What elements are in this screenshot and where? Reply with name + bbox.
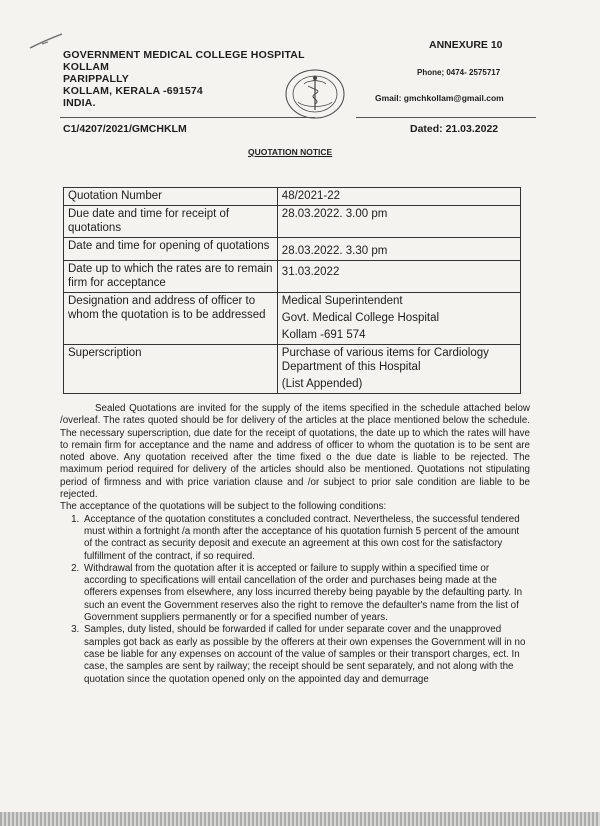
conditions-list [60, 514, 530, 686]
quotation-details-table [63, 187, 521, 394]
row-label: Quotation Number [64, 188, 278, 206]
conditions-intro: The acceptance of the quotations will be subject to the following conditions: [60, 501, 387, 513]
row-value: 28.03.2022. 3.00 pm [277, 206, 520, 238]
header-rule-left [60, 117, 315, 118]
intro-paragraph: Sealed Quotations are invited for the supply of the items specified in the schedule attached below /overleaf. The rates quoted should be for delivery of the articles at the place mentioned below the schedule. The necessary superscription, due date for the receipt of quotations, the date up to which the rates will have to remain firm for acceptance and the name and address of officer to whom the quotation is to be sent are noted above. Any quotation received after the time fixed o the due date is liable to be rejected. The maximum period required for delivery of the articles should also be mentioned. Quotations not stipulating period of firmness and with price variation clause and /or subject to prior sale condition are liable to be rejected. [60, 403, 530, 501]
table-row [64, 188, 521, 206]
list-item: 2. Withdrawal from the quotation after it is accepted or failure to supply within a specified time or according to specifications will entail cancellation of the order and purchases being made at the offerers expenses from elsewhere, any loss incurred thereby being payable by the defaulting party. In such an event the Government reserves also the right to remove the defaulter's name from the list of Government suppliers permanently or for a specified number of years. [82, 563, 530, 624]
notice-date: Dated: 21.03.2022 [410, 123, 499, 135]
org-line: INDIA. [63, 97, 96, 109]
hospital-address-block [63, 49, 305, 109]
row-label: Superscription [64, 345, 278, 394]
table-row [64, 261, 521, 293]
reference-number: C1/4207/2021/GMCHKLM [63, 123, 187, 135]
row-value: 28.03.2022. 3.30 pm [277, 238, 520, 261]
table-row [64, 345, 521, 377]
list-item: 3. Samples, duty listed, should be forwarded if called for under separate cover and the unapproved samples got back as early as possible by the offerers at their own expenses the Government will in no case be liable for any expenses on account of the value of samples or their transport charges, ect. In case, the samples are sent by railway; the receipt should be sent separately, and not along with the quotation since the quotation opened only on the appointed day and demurrage [82, 624, 530, 685]
pen-mark-icon [28, 30, 64, 52]
org-line: PARIPPALLY [63, 73, 129, 85]
row-value: (List Appended) [277, 376, 520, 394]
phone-number: Phone; 0474- 2575717 [417, 68, 501, 77]
row-value: Medical Superintendent [277, 293, 520, 311]
row-label: Due date and time for receipt of quotations [64, 206, 278, 238]
table-row [64, 206, 521, 238]
notice-body [60, 403, 530, 686]
row-value: 48/2021-22 [277, 188, 520, 206]
table-row [64, 293, 521, 311]
row-label: Designation and address of officer to whom the quotation is to be addressed [64, 293, 278, 345]
email-address: Gmail: gmchkollam@gmail.com [375, 93, 504, 103]
notice-title: QUOTATION NOTICE [248, 147, 333, 157]
org-line: GOVERNMENT MEDICAL COLLEGE HOSPITAL [63, 49, 305, 61]
hospital-emblem-icon [284, 68, 346, 120]
scan-edge [0, 812, 600, 826]
header-rule-right [356, 117, 536, 118]
list-item: 1. Acceptance of the quotation constitutes a concluded contract. Nevertheless, the successful tendered must within a fortnight /a month after the acceptance of his quotation furnish 5 percent of the amount of the contract as security deposit and execute an agreement at this own cost for the satisfactory fulfillment of the contract, if so required. [82, 514, 530, 563]
row-label: Date up to which the rates are to remain firm for acceptance [64, 261, 278, 293]
row-value: Kollam -691 574 [277, 327, 520, 345]
row-value: Govt. Medical College Hospital [277, 310, 520, 327]
org-line: KOLLAM [63, 61, 110, 73]
row-value: 31.03.2022 [277, 261, 520, 293]
org-line: KOLLAM, KERALA -691574 [63, 85, 203, 97]
annexure-label: ANNEXURE 10 [429, 39, 503, 51]
row-label: Date and time for opening of quotations [64, 238, 278, 261]
table-row [64, 238, 521, 261]
row-value: Purchase of various items for Cardiology Department of this Hospital [277, 345, 520, 377]
